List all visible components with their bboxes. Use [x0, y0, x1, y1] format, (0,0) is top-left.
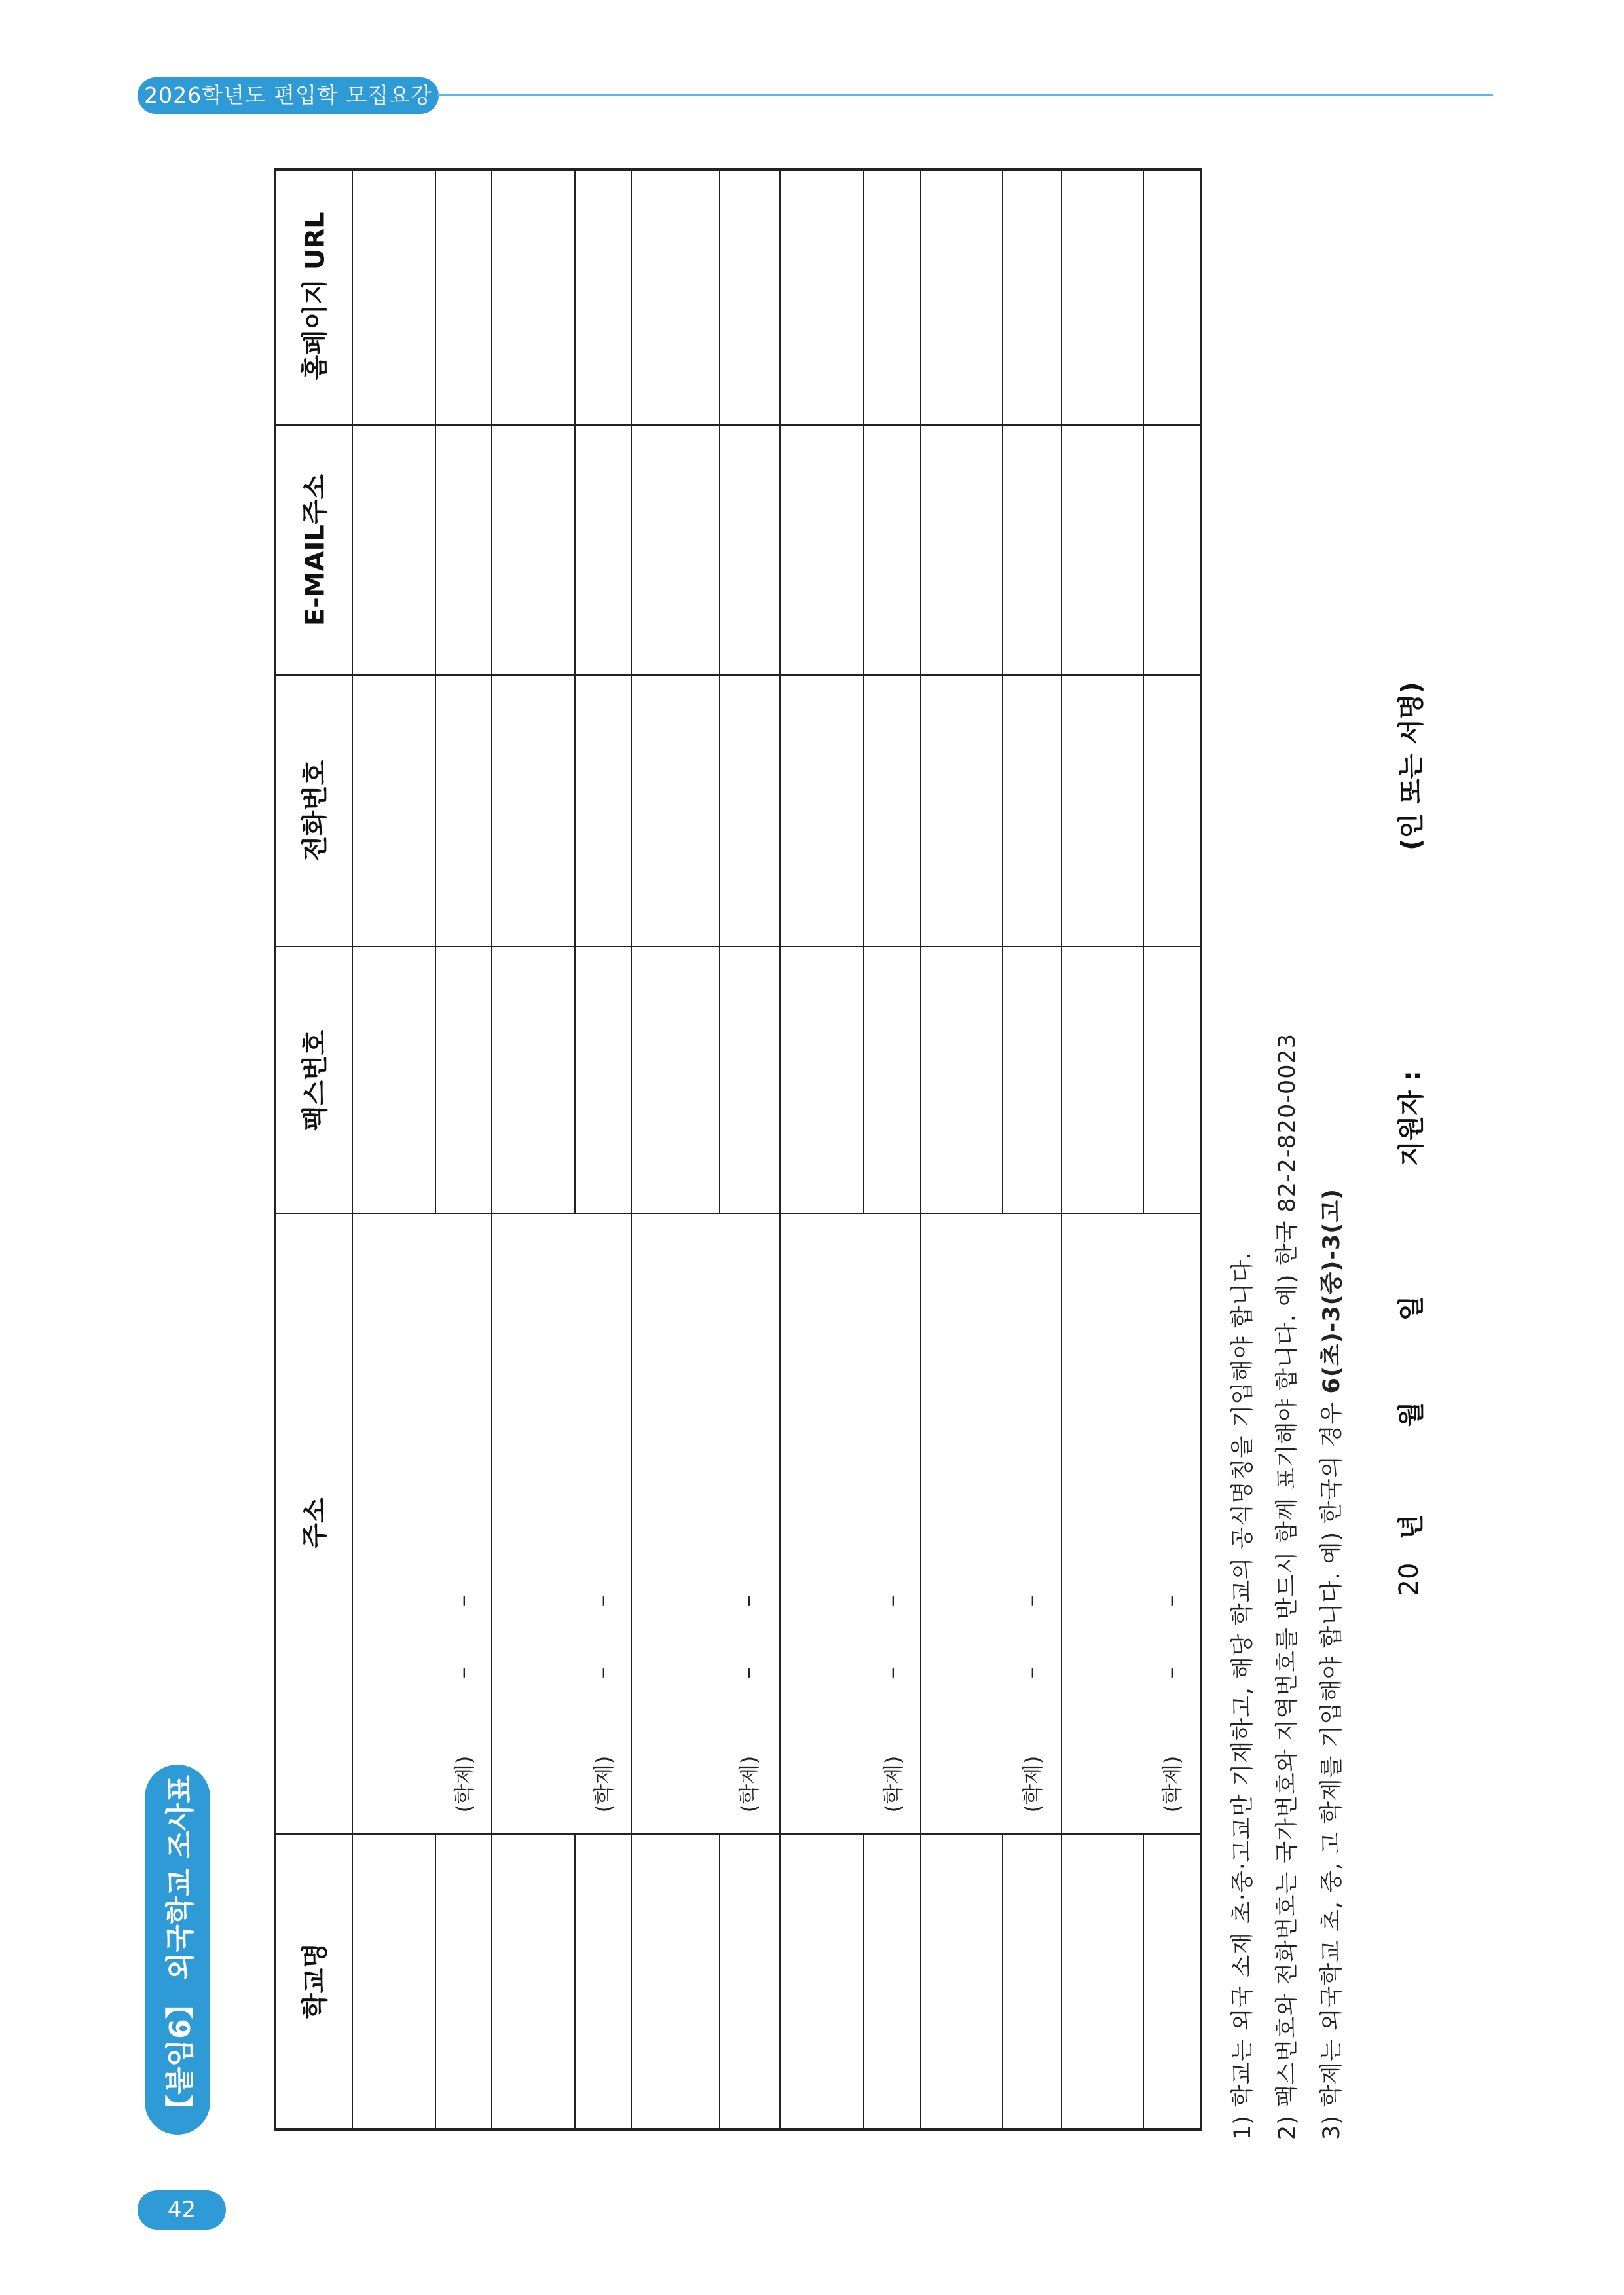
column-header-address: 주소 [300, 1497, 331, 1549]
school-system-label: (학제) [1020, 1755, 1045, 1813]
row-separator [1061, 168, 1062, 2131]
column-separator [274, 674, 1202, 676]
address-dash: – [879, 1667, 905, 1679]
address-dash: – [735, 1595, 761, 1607]
row-separator [491, 168, 492, 2131]
note-3 [1314, 1188, 1346, 2140]
school-system-label: (학제) [1160, 1755, 1185, 1813]
page-number: 42 [138, 2190, 226, 2230]
row-inner-line [863, 1833, 864, 2129]
school-system-label: (학제) [591, 1755, 616, 1813]
row-inner-line [574, 168, 576, 1213]
signature-seal: (인 또는 서명) [1396, 682, 1427, 851]
column-separator [274, 1213, 1202, 1214]
header-separator [352, 168, 353, 2131]
signature-year: 년 [1396, 1514, 1427, 1540]
row-separator [779, 168, 781, 2131]
section-title: 【붙임6】 외국학교 조사표 [164, 1775, 197, 2123]
row-inner-line [574, 1833, 576, 2129]
note-2: 2) 팩스번호와 전화번호는 국가번호와 지역번호를 반드시 함께 표기해야 합니다. 예) 한국 82-2-820-0023 [1274, 1033, 1301, 2140]
column-header-phone: 전화번호 [300, 760, 331, 862]
table-border [1200, 168, 1202, 2131]
row-inner-line [435, 1833, 436, 2129]
address-dash: – [450, 1595, 476, 1607]
row-inner-line [1002, 1833, 1003, 2129]
address-dash: – [1158, 1595, 1184, 1607]
signature-year-prefix: 20 [1394, 1562, 1424, 1596]
row-inner-line [719, 1833, 720, 2129]
row-inner-line [719, 168, 720, 1213]
address-dash: – [589, 1595, 616, 1607]
note-3-text: 3) 학제는 외국학교 초, 중, 고 학제를 기입해야 합니다. 예) 한국의 경우 [1319, 1393, 1345, 2140]
row-inner-line [1143, 1833, 1144, 2129]
signature-month: 월 [1396, 1401, 1427, 1427]
address-dash: – [1158, 1667, 1184, 1679]
column-header-homepage: 홈페이지 URL [300, 211, 331, 380]
note-1: 1) 학교는 외국 소재 초·중·고교만 기재하고, 해당 학교의 공식명칭을 기입해야 합니다. [1230, 1251, 1256, 2140]
row-inner-line [863, 168, 864, 1213]
table-border [274, 168, 276, 2131]
row-inner-line [435, 168, 436, 1213]
address-dash: – [1018, 1667, 1044, 1679]
note-3-example: 6(초)-3(중)-3(고) [1319, 1188, 1345, 1394]
address-dash: – [1018, 1595, 1044, 1607]
address-dash: – [589, 1667, 616, 1679]
signature-day: 일 [1396, 1295, 1427, 1321]
signature-applicant: 지원자 : [1396, 1071, 1427, 1166]
column-header-fax: 팩스번호 [300, 1029, 331, 1131]
row-separator [920, 168, 921, 2131]
school-system-label: (학제) [737, 1755, 762, 1813]
school-system-label: (학제) [452, 1755, 477, 1813]
address-dash: – [450, 1667, 476, 1679]
row-inner-line [1143, 168, 1144, 1213]
table-border [274, 168, 1202, 171]
document-header-title: 2026학년도 편입학 모집요강 [138, 77, 439, 114]
column-separator [274, 1833, 1202, 1835]
table-border [274, 2128, 1202, 2131]
address-dash: – [879, 1595, 905, 1607]
row-separator [631, 168, 632, 2131]
column-separator [274, 424, 1202, 426]
column-separator [274, 946, 1202, 947]
school-system-label: (학제) [881, 1755, 906, 1813]
row-inner-line [1002, 168, 1003, 1213]
address-dash: – [735, 1667, 761, 1679]
column-header-email: E-MAIL주소 [300, 473, 331, 627]
column-header-school-name: 학교명 [300, 1943, 331, 2019]
